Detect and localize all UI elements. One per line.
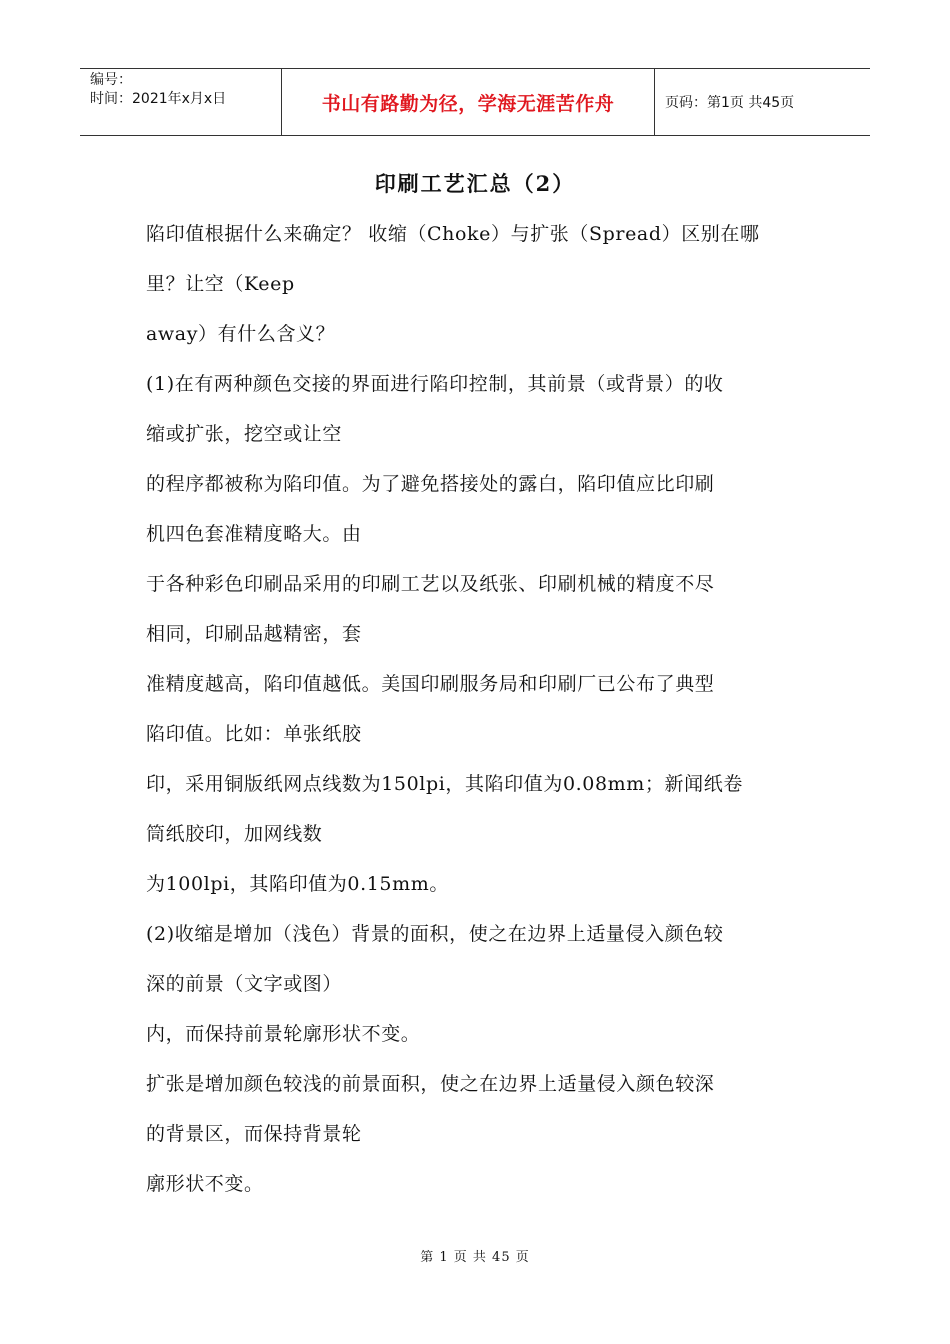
header-meta-cell	[80, 69, 282, 135]
motto-text: 书山有路勤为径，学海无涯苦作舟	[321, 92, 615, 115]
header-motto-cell	[282, 69, 655, 135]
body-line: 于各种彩色印刷品采用的印刷工艺以及纸张、印刷机械的精度不尽	[146, 573, 715, 595]
body-line: (1)在有两种颜色交接的界面进行陷印控制，其前景（或背景）的收	[146, 373, 724, 395]
body-line: 机四色套准精度略大。由	[146, 523, 362, 545]
page-info: 页码：第1页 共45页	[665, 95, 795, 111]
body-line: 印，采用铜版纸网点线数为150lpi，其陷印值为0.08mm；新闻纸卷	[146, 773, 743, 795]
body-line: 相同，印刷品越精密，套	[146, 623, 362, 645]
code-label: 编号：	[90, 72, 132, 88]
body-line: 的背景区，而保持背景轮	[146, 1123, 362, 1145]
body-line: 陷印值根据什么来确定？ 收缩（Choke）与扩张（Spread）区别在哪	[146, 223, 760, 245]
body-line: 里？让空（Keep	[146, 273, 295, 295]
body-line: 为100lpi，其陷印值为0.15mm。	[146, 873, 449, 895]
body-line: 扩张是增加颜色较浅的前景面积，使之在边界上适量侵入颜色较深	[146, 1073, 715, 1095]
body-line: 廓形状不变。	[146, 1173, 264, 1195]
page-footer: 第 1 页 共 45 页	[420, 1250, 530, 1265]
body-line: 缩或扩张，挖空或让空	[146, 423, 343, 445]
body-line: 的程序都被称为陷印值。为了避免搭接处的露白，陷印值应比印刷	[146, 473, 715, 495]
document-body	[146, 214, 818, 1214]
header-page-cell	[655, 69, 870, 135]
date-label: 时间：2021年x月x日	[90, 91, 227, 107]
body-line: 深的前景（文字或图）	[146, 973, 343, 995]
body-line: 准精度越高，陷印值越低。美国印刷服务局和印刷厂已公布了典型	[146, 673, 715, 695]
body-line: 陷印值。比如：单张纸胶	[146, 723, 362, 745]
body-line: 内，而保持前景轮廓形状不变。	[146, 1023, 421, 1045]
body-line: 筒纸胶印，加网线数	[146, 823, 323, 845]
document-header-table	[80, 68, 870, 136]
body-line: (2)收缩是增加（浅色）背景的面积，使之在边界上适量侵入颜色较	[146, 923, 724, 945]
document-title: 印刷工艺汇总（2）	[374, 171, 576, 196]
body-line: away）有什么含义？	[146, 323, 336, 345]
